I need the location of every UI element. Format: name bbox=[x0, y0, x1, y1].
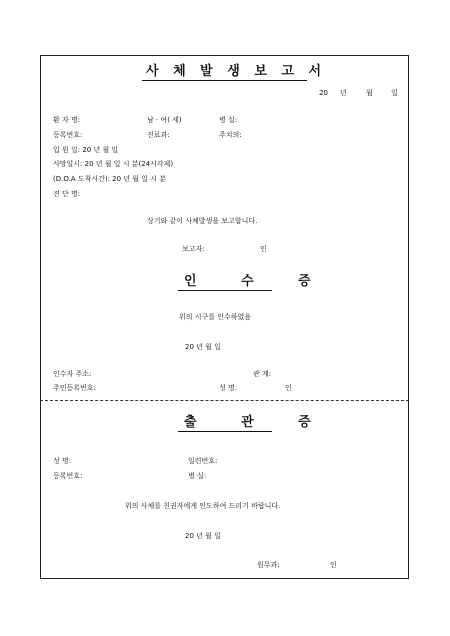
admit-date-line: 입 원 일: 20 년 월 일 bbox=[53, 146, 119, 154]
report-date-year-unit: 년 bbox=[340, 89, 347, 97]
serial-no-label: 일련번호: bbox=[188, 457, 218, 465]
report-date-year: 20 bbox=[319, 89, 328, 97]
receipt-statement: 위의 시구를 인수하였음 bbox=[179, 313, 252, 321]
release-name-label: 성 명: bbox=[53, 457, 72, 465]
doa-time-line: (D.O.A 도착시간): 20 년 월 일 시 분 bbox=[53, 175, 167, 183]
patient-name-label: 환 자 명: bbox=[53, 116, 81, 124]
release-ward-label: 병 실: bbox=[188, 472, 207, 480]
relation-label: 관 계: bbox=[253, 370, 272, 378]
reg-no-label: 등록번호: bbox=[53, 131, 83, 139]
death-date-line: 사망일시: 20 년 월 일 시 분(24시각제) bbox=[53, 160, 174, 168]
admin-seal: 인 bbox=[330, 561, 337, 569]
resident-no-label: 주민등록번호: bbox=[53, 384, 96, 392]
report-title: 사 체 발 생 보 고 서 bbox=[146, 64, 327, 79]
report-statement: 상기와 같이 사체발생을 보고합니다. bbox=[147, 217, 258, 225]
reporter-seal: 인 bbox=[260, 245, 267, 253]
release-date: 20 년 월 일 bbox=[185, 532, 221, 540]
release-statement: 위의 사체를 친권자에게 인도하여 드리기 바랍니다. bbox=[125, 502, 281, 510]
admin-dept-label: 원무과: bbox=[257, 561, 280, 569]
attending-label: 주치의: bbox=[219, 131, 242, 139]
ward-label: 병 실: bbox=[219, 116, 238, 124]
title-underline bbox=[142, 80, 307, 81]
report-date-day-unit: 일 bbox=[391, 89, 398, 97]
receiver-address-label: 인수자 주소: bbox=[53, 370, 92, 378]
cut-line bbox=[40, 400, 409, 401]
receipt-title: 인 수 증 bbox=[184, 274, 331, 289]
receiver-seal: 인 bbox=[285, 384, 292, 392]
release-title: 출 관 증 bbox=[184, 415, 331, 430]
dept-label: 진료과: bbox=[147, 131, 170, 139]
reporter-label: 보고자: bbox=[182, 245, 205, 253]
report-date-month-unit: 월 bbox=[366, 89, 373, 97]
receiver-name-label: 성 명: bbox=[219, 384, 238, 392]
release-title-underline bbox=[178, 431, 272, 432]
gender-age-field: 남 · 여( 세) bbox=[147, 116, 182, 124]
receipt-date: 20 년 월 일 bbox=[185, 343, 221, 351]
release-reg-no-label: 등록번호: bbox=[53, 472, 83, 480]
diagnosis-label: 진 단 명: bbox=[53, 190, 81, 198]
receipt-title-underline bbox=[178, 290, 272, 291]
